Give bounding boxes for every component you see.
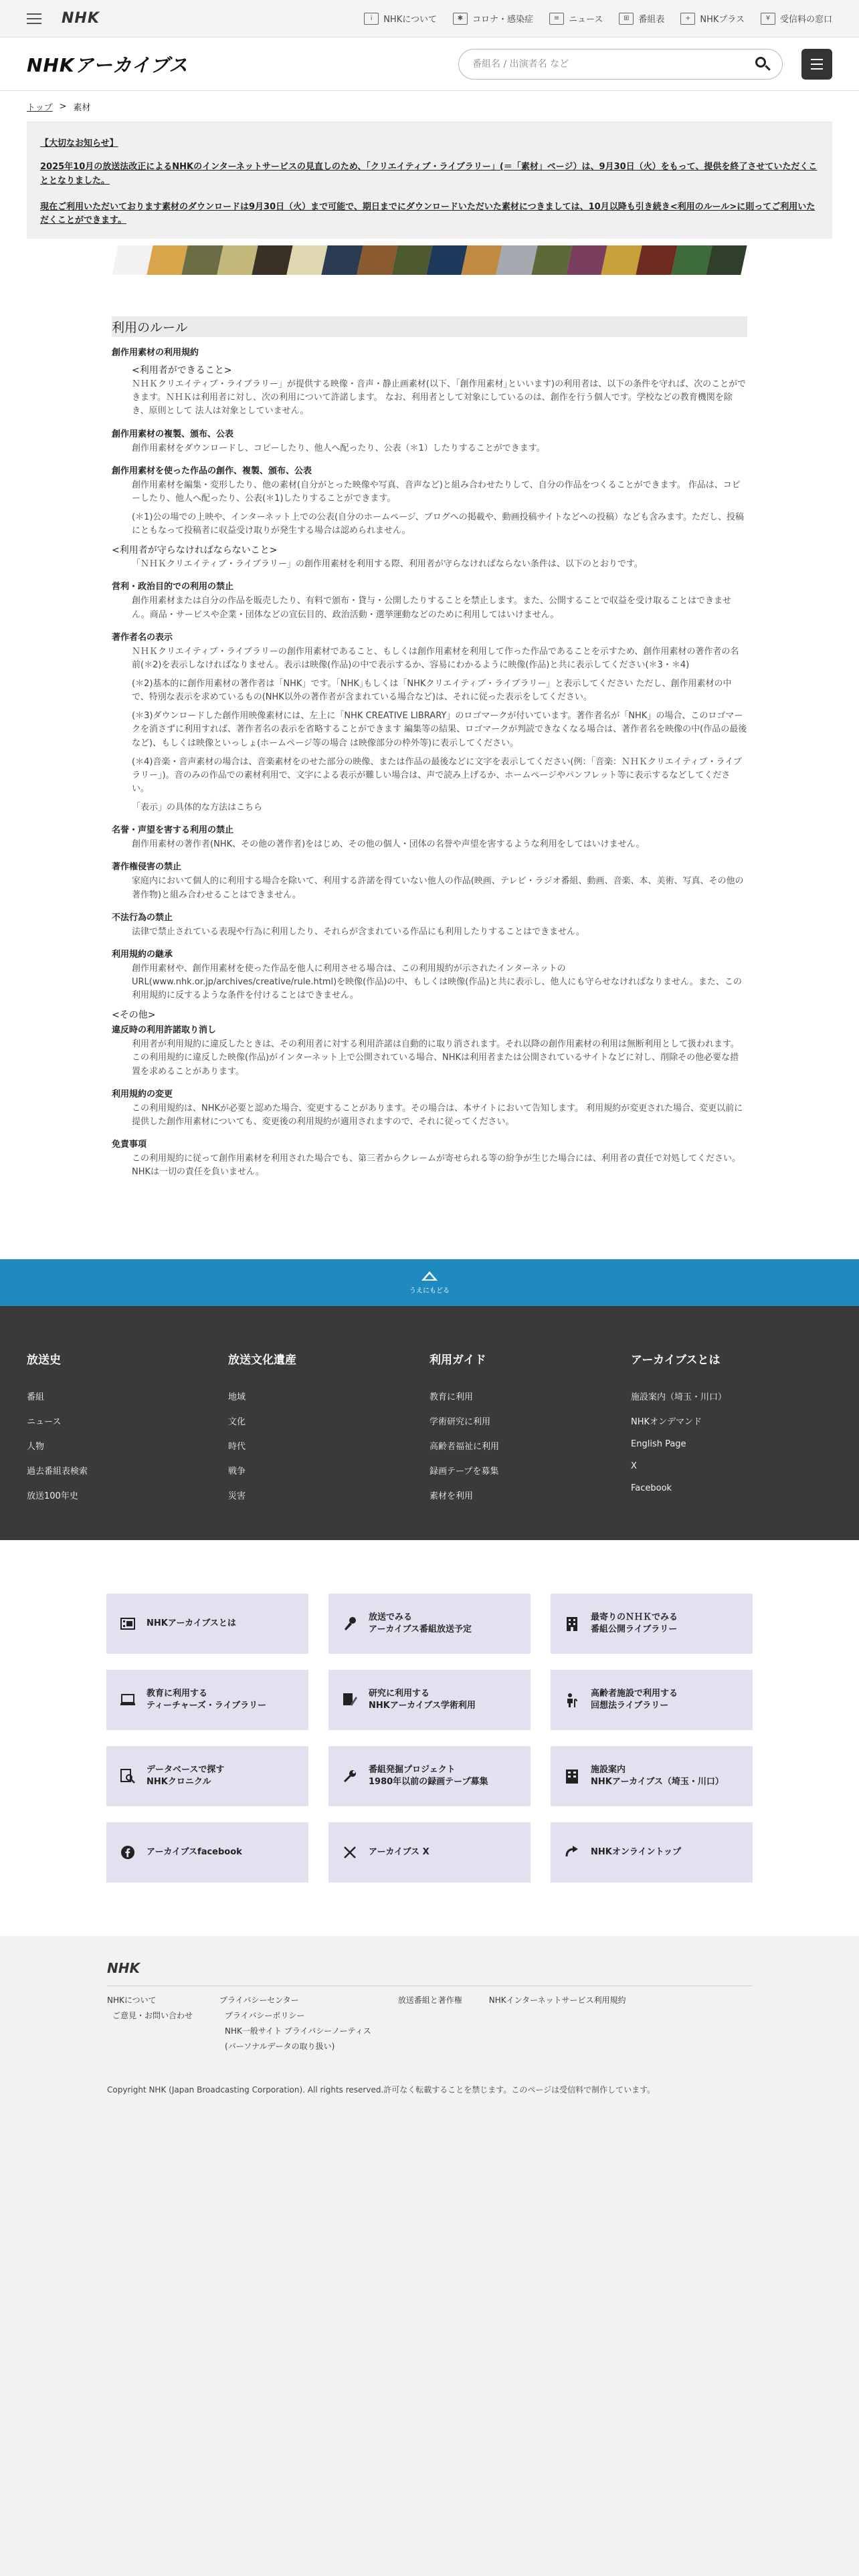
site-header	[0, 37, 859, 91]
sitemap-link[interactable]: Facebook	[631, 1483, 672, 1494]
breadcrumb-home[interactable]: トップ	[27, 102, 53, 113]
card-label: 研究に利用する NHKアーカイブス学術利用	[369, 1689, 476, 1711]
news-icon: ≡	[549, 13, 564, 25]
receipt-icon: ¥	[761, 13, 775, 25]
info-icon: i	[364, 13, 379, 25]
util-link-label: NHKについて	[383, 15, 437, 25]
banner-tile	[112, 245, 153, 275]
card-label: データベースで探す NHKクロニクル	[147, 1765, 225, 1788]
banner-tile	[671, 245, 712, 275]
footer-link[interactable]: NHKについて	[107, 1996, 157, 2006]
up-arrow-icon	[421, 1271, 438, 1281]
rules-note: (＊4)音楽・音声素材の場合は、音楽素材をのせた部分の映像、または作品の最後などに文字を表示してください(例：｢音楽：ＮＨＫクリエイティブ・ライブラリー｣)。音のみの作品での素材利用で、文字による表示が難しい場合は、声で読み上げるか、ホームページやパンフレット等に表示するなどしてください。	[132, 756, 742, 794]
section-title: 免責事項	[112, 1139, 147, 1150]
card-teachers-library[interactable]	[106, 1670, 308, 1730]
sitemap-link[interactable]: 災害	[228, 1491, 246, 1502]
section-title: 利用規約の継承	[112, 949, 173, 960]
banner-tile	[566, 245, 607, 275]
nhk-plus-icon: +	[680, 13, 695, 25]
bottom-footer	[0, 1936, 859, 2576]
page-title: 利用のルール	[112, 316, 747, 337]
section-title: 創作用素材を使った作品の創作、複製、頒布、公表	[112, 465, 312, 476]
sitemap-link[interactable]: 番組	[27, 1392, 45, 1403]
footer-link[interactable]: ご意見・お問い合わせ	[112, 2011, 193, 2021]
sitemap-link[interactable]: 放送100年史	[27, 1491, 78, 1502]
card-label: 放送でみる アーカイブス番組放送予定	[369, 1612, 472, 1635]
banner-tile	[706, 245, 747, 275]
card-facility-guide[interactable]	[551, 1746, 753, 1806]
search-input[interactable]	[472, 59, 754, 70]
util-link-label: 受信料の窓口	[779, 15, 832, 25]
sitemap-column	[430, 1350, 631, 1540]
footer-sitemap	[0, 1306, 859, 1540]
x-icon	[342, 1844, 358, 1860]
util-link-receipt[interactable]	[761, 12, 832, 25]
service-cards	[106, 1594, 753, 1883]
sitemap-link[interactable]: 高齢者福祉に利用	[430, 1442, 500, 1453]
rules-paragraph: ＮＨＫクリエイティブ・ライブラリー」が提供する映像・音声・静止画素材(以下、｢創作用素材｣といいます)の利用者は、以下の条件を守れば、次のことができます。ＮＨＫは利用者に対し、次の利用について許諾します。 なお、利用者として対象にしているのは、創作を行う個人です。学校などの教育機関を除き、原則として 法人は対象としていません。	[132, 379, 747, 417]
sitemap-link[interactable]: 人物	[27, 1442, 45, 1453]
sitemap-link[interactable]: X	[631, 1461, 637, 1472]
sitemap-link[interactable]: English Page	[631, 1439, 686, 1450]
section-title: 著作者名の表示	[112, 632, 173, 643]
util-link-news[interactable]	[549, 12, 603, 25]
card-x[interactable]	[328, 1822, 531, 1883]
rules-paragraph: この利用規約は、NHKが必要と認めた場合、変更することがあります。その場合は、本サイトにおいて告知します。 利用規約が変更された場合、変更以前に提供した創作用素材についても、変更後の利用規約が適用されますので、それに従ってください。	[132, 1103, 743, 1127]
arrow-out-icon	[564, 1844, 580, 1860]
banner-tile	[322, 245, 363, 275]
film-icon	[120, 1616, 136, 1632]
card-tape-recruitment[interactable]	[328, 1746, 531, 1806]
util-link-about[interactable]	[364, 12, 437, 25]
elderly-icon	[564, 1692, 580, 1708]
tv-guide-icon: ⊞	[619, 13, 634, 25]
rules-paragraph: 創作用素材や、創作用素材を使った作品を他人に利用させる場合は、この利用規約が示されたインターネットのURL(www.nhk.or.jp/archives/creative/rule.html)を映像(作品)の中、もしくは映像(作品)と共に表示し、他人にも守らせなければなりません。また、この利用規約に反するような条件を付けることはできません。	[132, 963, 742, 1001]
section-title: 創作用素材の複製、頒布、公表	[112, 429, 234, 439]
notice-title[interactable]: 【大切なお知らせ】	[40, 138, 118, 148]
banner-tile	[426, 245, 468, 275]
section-subtitle: <その他>	[112, 1010, 156, 1021]
rules-paragraph: 家庭内において個人的に利用する場合を除いて、利用する許諾を得ていない他人の作品(映画、テレビ・ラジオ番組、動画、音楽、本、美術、写真、その他の著作物)と組み合わせることはできません。	[132, 876, 744, 900]
rules-paragraph: 利用者が利用規約に違反したときは、その利用者に対する利用許諾は自動的に取り消されます。それ以降の創作用素材の利用は無断利用として扱われます。 この利用規約に違反した映像(作品)がインターネット上で公開されている場合、NHKは利用者または公開されているサイトなどに対し、削除その他必要な措置を求めることがあります。	[132, 1039, 739, 1077]
rules-note: (＊1)公の場での上映や、インターネット上での公表(自分のホームページ、ブログへの掲載や、動画投稿サイトなどへの投稿）なども含みます。ただし、投稿にともなって投稿者に収益受け取りが発生する場合は認められません。	[132, 512, 745, 536]
rules-content	[112, 316, 747, 1179]
facebook-icon	[120, 1844, 136, 1860]
banner-tile	[217, 245, 258, 275]
card-reminiscence-library[interactable]	[551, 1670, 753, 1730]
utility-bar	[0, 0, 859, 37]
archives-logo[interactable]: NHKアーカイブス	[27, 53, 189, 76]
sitemap-link[interactable]: 教育に利用	[430, 1392, 474, 1403]
search-box	[458, 49, 783, 80]
banner-tile	[252, 245, 293, 275]
sitemap-link[interactable]: 学術研究に利用	[430, 1417, 491, 1428]
card-label: アーカイブスfacebook	[147, 1847, 242, 1858]
sitemap-heading[interactable]: 放送文化遺産	[228, 1354, 296, 1368]
notice-paragraph[interactable]: 現在ご利用いただいております素材のダウンロードは9月30日（火）まで可能で、期日までにダウンロードいただいた素材につきましては、10月以降も引き続き<利用のルール>に則ってご利用いただくことができます。	[40, 201, 816, 226]
section-title: 創作用素材の利用規約	[112, 348, 199, 358]
display-method-link[interactable]: 「表示」の具体的な方法はこちら	[132, 802, 263, 813]
sitemap-link[interactable]: NHKオンデマンド	[631, 1417, 702, 1428]
rules-paragraph: 創作用素材をダウンロードし、コピーしたり、他人へ配ったり、公表（＊1）したりすることができます。	[132, 443, 545, 453]
banner-tile	[182, 245, 223, 275]
database-search-icon	[120, 1768, 136, 1784]
rules-note: (＊3)ダウンロードした創作用映像素材には、左上に「NHK CREATIVE LIBRARY」のロゴマークが付いています。著作者名が「NHK」の場合、このロゴマークを消さずに利用すれば、著作者名の表示を省略することができます 編集等の結果、ロゴマークが判読できなくなる場合は、著作者名を映像の中(作品の最後など)、もしくは映像といっしょ(ホームページ等の場合 は映像部分の枠外等)に表示してください。	[132, 711, 747, 748]
section-title: 営利・政治目的での利用の禁止	[112, 582, 234, 593]
hamburger-icon[interactable]	[27, 13, 41, 24]
copyright: Copyright NHK (Japan Broadcasting Corporation). All rights reserved.許可なく転載することを禁じます。このページは受信料で制作しています。	[107, 2085, 656, 2095]
card-label: NHKオンライントップ	[591, 1847, 682, 1858]
breadcrumb	[0, 91, 859, 122]
sitemap-link[interactable]: 地域	[228, 1392, 246, 1403]
banner-tile	[496, 245, 538, 275]
menu-button[interactable]	[801, 49, 832, 80]
card-facebook[interactable]	[106, 1822, 308, 1883]
notice-paragraph[interactable]: 2025年10月の放送法改正によるNHKのインターネットサービスの見直しのため、「クリエイティブ・ライブラリー」(＝「素材」ページ）は、9月30日（火）をもって、提供を終了させていただくこととなりました。	[40, 162, 818, 186]
footer-link[interactable]: プライバシーポリシー	[225, 2011, 305, 2021]
footer-link-column	[219, 1994, 371, 2056]
section-title: 違反時の利用許諾取り消し	[112, 1025, 217, 1036]
card-public-library[interactable]	[551, 1594, 753, 1654]
rules-paragraph: 創作用素材を編集・変形したり、他の素材(自分がとった映像や写真、音声など)と組み合わせたりして、自分の作品をつくることができます。 作品は、コピーしたり、他人へ配ったり、公表(＊1)したりすることができます。	[132, 479, 741, 504]
wrench-icon	[342, 1768, 358, 1784]
building-icon	[564, 1616, 580, 1632]
footer-link[interactable]: (パーソナルデータの取り扱い)	[225, 2042, 335, 2052]
material-banner	[112, 245, 747, 275]
util-link-tv-guide[interactable]	[619, 12, 664, 25]
util-link-label: NHKプラス	[700, 15, 745, 25]
card-label: 番組発掘プロジェクト 1980年以前の録画テープ募集	[369, 1765, 488, 1788]
util-link-label: ニュース	[568, 15, 603, 25]
section-title: 名誉・声望を害する利用の禁止	[112, 825, 234, 836]
sitemap-column	[228, 1350, 430, 1540]
rules-paragraph: 創作用素材または自分の作品を販売したり、有料で頒布・貸与・公開したりすることを禁止します。また、公開することで収益を受け取ることはできません。商品・サービスや企業・団体などの宣伝目的、政治活動・選挙運動などのために利用してはいけません。	[132, 596, 731, 620]
sitemap-link[interactable]: 録画テープを募集	[430, 1467, 499, 1477]
sitemap-heading[interactable]: 利用ガイド	[430, 1354, 486, 1368]
microphone-icon	[342, 1616, 358, 1632]
card-label: アーカイブス X	[369, 1847, 430, 1858]
banner-tile	[391, 245, 433, 275]
sitemap-column	[27, 1350, 228, 1540]
footer-link[interactable]: プライバシーセンター	[219, 1996, 299, 2006]
laptop-icon	[120, 1692, 136, 1708]
card-broadcast-schedule[interactable]	[328, 1594, 531, 1654]
section-title: 不法行為の禁止	[112, 912, 173, 923]
virus-icon: ✱	[453, 13, 468, 25]
footer-nhk-logo[interactable]: NHK	[107, 1960, 752, 1986]
rules-paragraph: この利用規約に従って創作用素材を利用された場合でも、第三者からクレームが寄せられる等の紛争が生じた場合には、利用者の責任で対処してください。NHKは一切の責任を負いません。	[132, 1153, 741, 1178]
utility-links	[364, 12, 832, 25]
banner-tile	[462, 245, 503, 275]
rules-paragraph: 創作用素材の著作者(NHK、その他の著作者)をはじめ、その他の個人・団体の名誉や声望を害するような利用をしてはいけません。	[132, 839, 645, 850]
sitemap-link[interactable]: ニュース	[27, 1417, 62, 1428]
rules-paragraph: 「ＮＨＫクリエイティブ・ライブラリー」の創作用素材を利用する際、利用者が守らなければならない条件は、以下のとおりです。	[132, 559, 643, 570]
sitemap-link[interactable]: 戦争	[228, 1467, 246, 1477]
search-icon[interactable]	[754, 56, 771, 73]
card-label: NHKアーカイブスとは	[147, 1618, 236, 1629]
util-link-nhk-plus[interactable]	[680, 12, 745, 25]
card-label: 高齢者施設で利用する 回想法ライブラリー	[591, 1689, 678, 1711]
back-to-top-label: うえにもどる	[409, 1287, 450, 1295]
footer-link[interactable]: 放送番組と著作権	[397, 1996, 462, 2006]
card-nhk-chronicle[interactable]	[106, 1746, 308, 1806]
footer-link-column	[489, 1994, 626, 2056]
footer-link-column	[107, 1994, 193, 2056]
util-link-label: 番組表	[638, 15, 665, 25]
footer-link[interactable]: NHK一般サイト プライバシーノーティス	[225, 2026, 371, 2036]
card-nhk-online[interactable]	[551, 1822, 753, 1883]
important-notice	[27, 122, 832, 239]
sitemap-link[interactable]: 時代	[228, 1442, 246, 1453]
banner-tile	[286, 245, 328, 275]
card-academic-use[interactable]	[328, 1670, 531, 1730]
breadcrumb-current: 素材	[73, 102, 91, 113]
banner-tile	[147, 245, 189, 275]
util-link-label: コロナ・感染症	[472, 15, 533, 25]
footer-links	[107, 1994, 752, 2056]
sitemap-link[interactable]: 素材を利用	[430, 1491, 474, 1502]
banner-tile	[601, 245, 642, 275]
sitemap-link[interactable]: 施設案内（埼玉・川口）	[631, 1392, 727, 1403]
nhk-logo[interactable]: NHK	[62, 10, 100, 27]
sitemap-link[interactable]: 過去番組表検索	[27, 1467, 88, 1477]
rules-paragraph: 法律で禁止されている表現や行為に利用したり、それらが含まれている作品にも利用したりすることはできません。	[132, 926, 585, 937]
card-label: 施設案内 NHKアーカイブス（埼玉・川口）	[591, 1765, 724, 1788]
banner-tile	[357, 245, 398, 275]
section-subtitle: <利用者が守らなければならないこと>	[112, 545, 278, 556]
section-title: 著作権侵害の禁止	[112, 862, 182, 873]
rules-paragraph: ＮＨＫクリエイティブ・ライブラリーの創作用素材であること、もしくは創作用素材を利用して作った作品であることを示すため、創作用素材の著作者の名前(＊2)を表示しなければなりません。表示は映像(作品)の中で表示するか、容易にわかるように映像(作品)と共に表示してください(＊3・＊4)	[132, 646, 739, 670]
footer-link-column	[398, 1994, 462, 2056]
footer-link[interactable]: NHKインターネットサービス利用規約	[488, 1996, 626, 2006]
sitemap-heading[interactable]: 放送史	[27, 1354, 61, 1368]
sitemap-link[interactable]: 文化	[228, 1417, 246, 1428]
section-title: 利用規約の変更	[112, 1089, 173, 1099]
banner-tile	[531, 245, 573, 275]
breadcrumb-separator: >	[59, 101, 67, 112]
section-subtitle: <利用者ができること>	[132, 365, 232, 377]
util-link-corona[interactable]	[453, 12, 533, 25]
facility-icon	[564, 1768, 580, 1784]
sitemap-column	[631, 1350, 832, 1540]
pen-icon	[342, 1692, 358, 1708]
banner-tile	[636, 245, 678, 275]
back-to-top-button[interactable]	[0, 1259, 859, 1306]
rules-note: (＊2)基本的に創作用素材の著作者は「NHK」です。｢NHK｣もしくは「NHKクリエイティブ・ライブラリー」と表示してください ただし、創作用素材の中で、特別な表示を求めているもの(NHK以外の著作者が含まれている場合など)は、それに従った表示をしてください。	[132, 679, 732, 703]
sitemap-heading[interactable]: アーカイブスとは	[631, 1354, 721, 1368]
card-archives-about[interactable]	[106, 1594, 308, 1654]
card-label: 教育に利用する ティーチャーズ・ライブラリー	[147, 1689, 267, 1711]
card-label: 最寄りのＮＨＫでみる 番組公開ライブラリー	[591, 1612, 678, 1635]
